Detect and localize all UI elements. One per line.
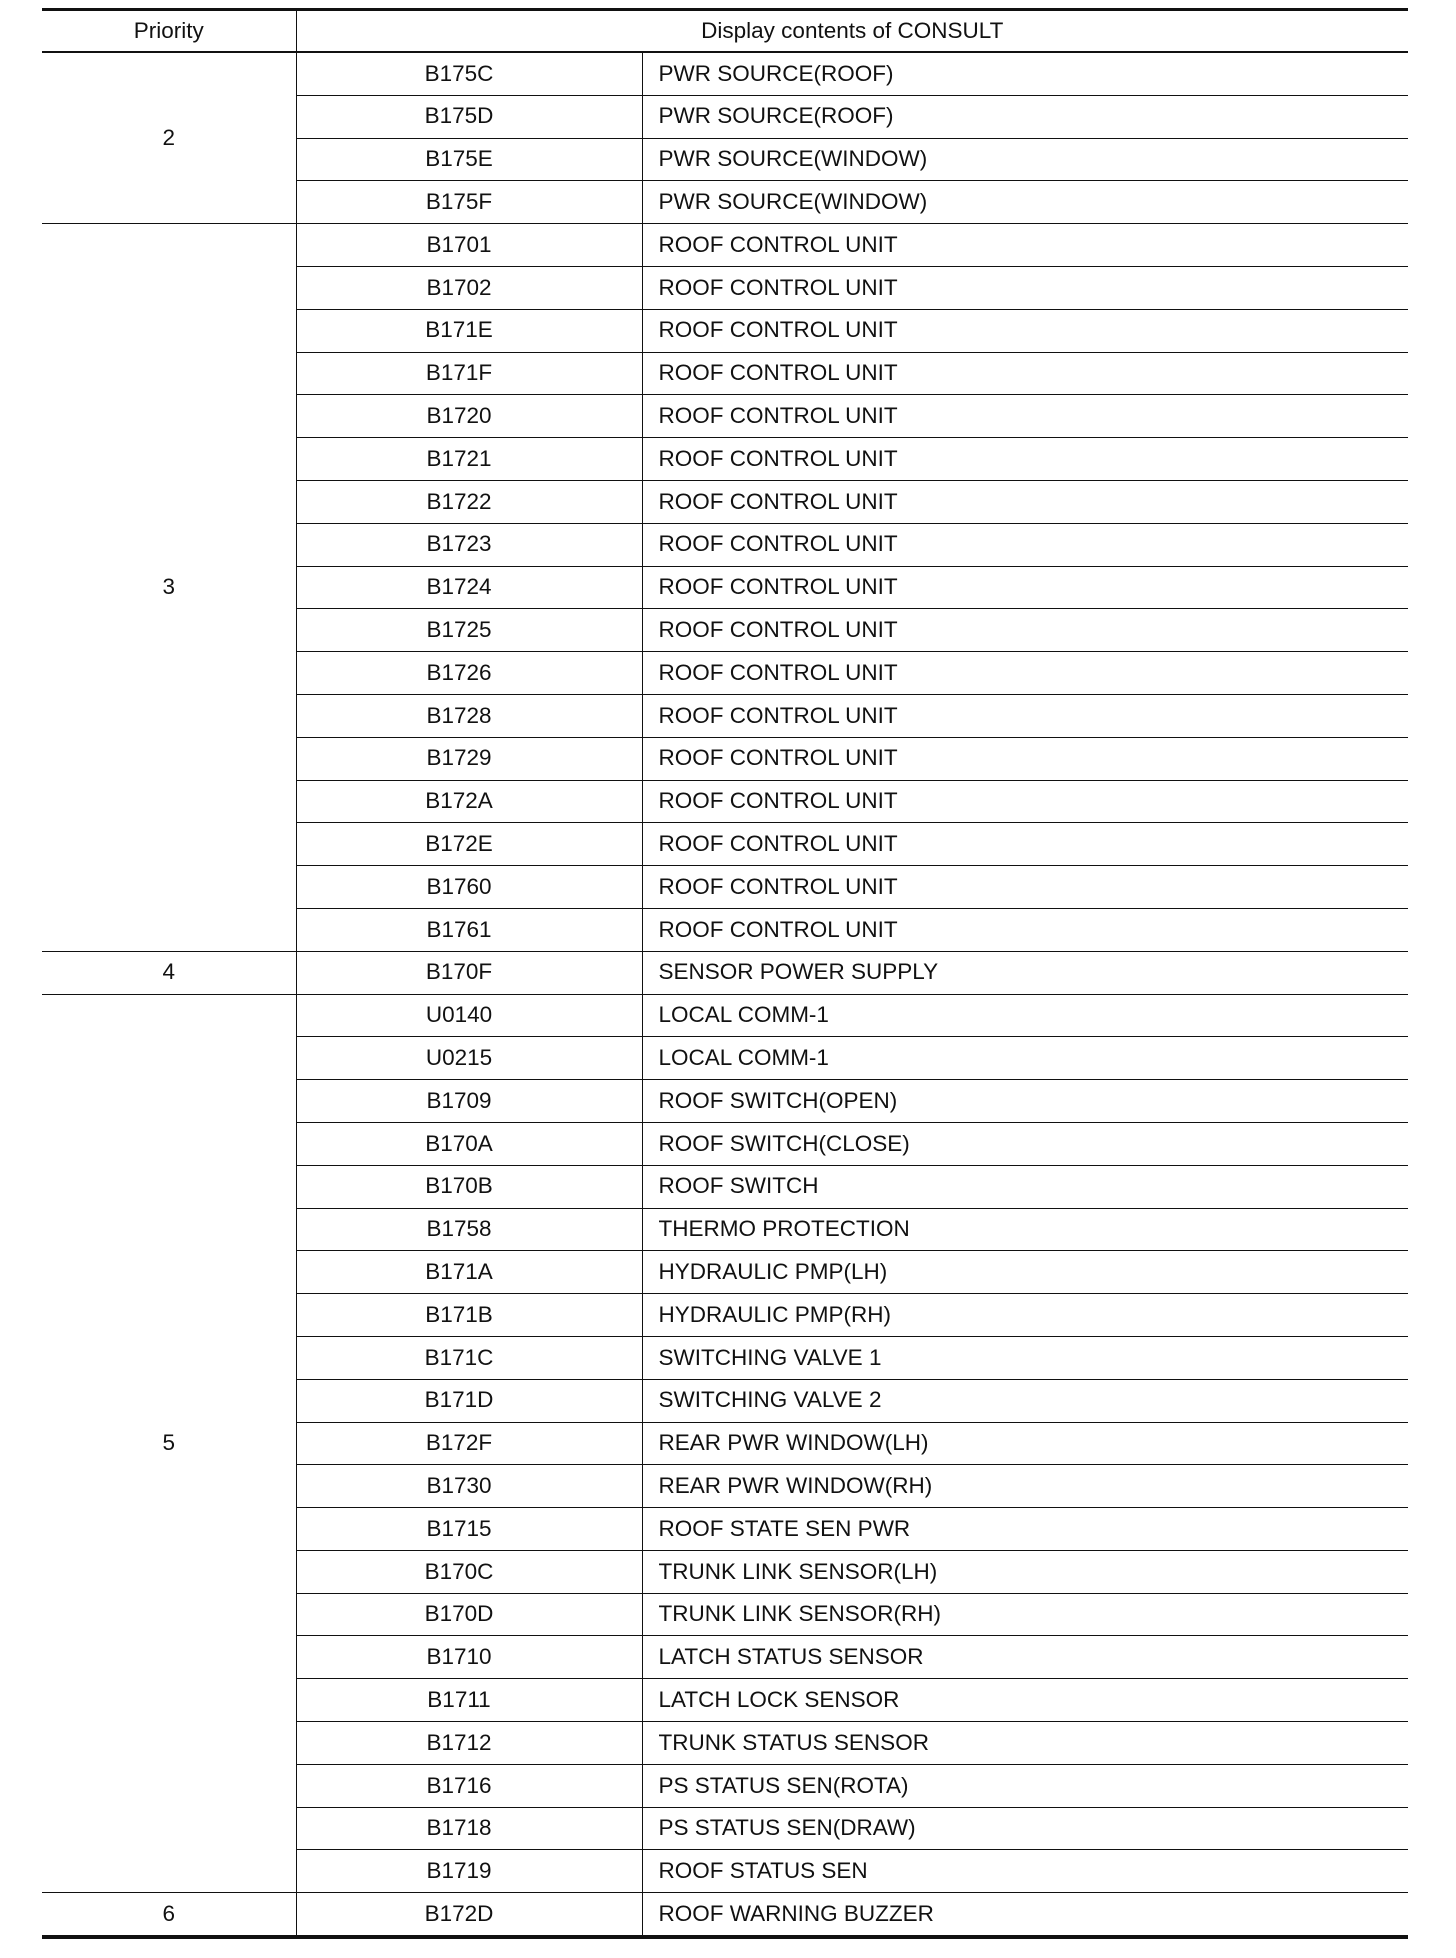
dtc-code-cell: B172E	[296, 823, 642, 866]
table-row	[42, 951, 1408, 994]
display-content-cell: LATCH STATUS SENSOR	[642, 1636, 1408, 1679]
dtc-code-cell: B171B	[296, 1294, 642, 1337]
dtc-code-cell: B1710	[296, 1636, 642, 1679]
display-content-cell: LATCH LOCK SENSOR	[642, 1679, 1408, 1722]
dtc-code-cell: B1712	[296, 1722, 642, 1765]
dtc-code-cell: B171E	[296, 309, 642, 352]
dtc-code-cell: U0215	[296, 1037, 642, 1080]
dtc-code-cell: B1729	[296, 737, 642, 780]
table-row	[42, 994, 1408, 1037]
dtc-code-cell: B1715	[296, 1508, 642, 1551]
dtc-code-cell: B171A	[296, 1251, 642, 1294]
dtc-code-cell: B1728	[296, 694, 642, 737]
dtc-code-cell: B172D	[296, 1893, 642, 1937]
display-content-cell: ROOF SWITCH(OPEN)	[642, 1080, 1408, 1123]
display-content-cell: ROOF CONTROL UNIT	[642, 694, 1408, 737]
display-content-cell: TRUNK LINK SENSOR(RH)	[642, 1593, 1408, 1636]
dtc-code-cell: B172F	[296, 1422, 642, 1465]
dtc-code-cell: U0140	[296, 994, 642, 1037]
priority-cell: 6	[42, 1893, 296, 1937]
display-content-cell: PS STATUS SEN(ROTA)	[642, 1764, 1408, 1807]
dtc-code-cell: B1721	[296, 438, 642, 481]
display-content-cell: ROOF SWITCH(CLOSE)	[642, 1122, 1408, 1165]
priority-cell: 2	[42, 52, 296, 224]
display-content-cell: ROOF CONTROL UNIT	[642, 737, 1408, 780]
display-content-cell: SWITCHING VALVE 2	[642, 1379, 1408, 1422]
dtc-code-cell: B1716	[296, 1764, 642, 1807]
display-content-cell: ROOF CONTROL UNIT	[642, 438, 1408, 481]
display-content-cell: REAR PWR WINDOW(LH)	[642, 1422, 1408, 1465]
dtc-code-cell: B1761	[296, 908, 642, 951]
dtc-code-cell: B170A	[296, 1122, 642, 1165]
dtc-code-cell: B1730	[296, 1465, 642, 1508]
dtc-code-cell: B170C	[296, 1550, 642, 1593]
display-content-cell: SENSOR POWER SUPPLY	[642, 951, 1408, 994]
dtc-code-cell: B1725	[296, 609, 642, 652]
display-content-cell: LOCAL COMM-1	[642, 1037, 1408, 1080]
dtc-code-cell: B1702	[296, 266, 642, 309]
dtc-code-cell: B1758	[296, 1208, 642, 1251]
display-content-cell: ROOF CONTROL UNIT	[642, 908, 1408, 951]
display-content-cell: SWITCHING VALVE 1	[642, 1336, 1408, 1379]
display-contents-header: Display contents of CONSULT	[296, 10, 1408, 53]
dtc-code-cell: B1720	[296, 395, 642, 438]
display-content-cell: ROOF CONTROL UNIT	[642, 652, 1408, 695]
priority-cell: 5	[42, 994, 296, 1893]
display-content-cell: ROOF CONTROL UNIT	[642, 866, 1408, 909]
display-content-cell: ROOF CONTROL UNIT	[642, 523, 1408, 566]
priority-cell: 3	[42, 224, 296, 952]
dtc-code-cell: B1701	[296, 224, 642, 267]
priority-cell: 4	[42, 951, 296, 994]
display-content-cell: ROOF CONTROL UNIT	[642, 609, 1408, 652]
display-content-cell: TRUNK STATUS SENSOR	[642, 1722, 1408, 1765]
dtc-code-cell: B171D	[296, 1379, 642, 1422]
display-content-cell: PWR SOURCE(ROOF)	[642, 95, 1408, 138]
table-row	[42, 52, 1408, 95]
table-row	[42, 224, 1408, 267]
display-content-cell: ROOF SWITCH	[642, 1165, 1408, 1208]
display-content-cell: ROOF CONTROL UNIT	[642, 352, 1408, 395]
display-content-cell: PWR SOURCE(ROOF)	[642, 52, 1408, 95]
display-content-cell: ROOF CONTROL UNIT	[642, 480, 1408, 523]
display-content-cell: HYDRAULIC PMP(LH)	[642, 1251, 1408, 1294]
display-content-cell: ROOF CONTROL UNIT	[642, 780, 1408, 823]
dtc-code-cell: B1724	[296, 566, 642, 609]
dtc-code-cell: B1760	[296, 866, 642, 909]
priority-header: Priority	[42, 10, 296, 53]
display-content-cell: ROOF CONTROL UNIT	[642, 266, 1408, 309]
display-content-cell: REAR PWR WINDOW(RH)	[642, 1465, 1408, 1508]
dtc-code-cell: B1709	[296, 1080, 642, 1123]
table-row	[42, 1893, 1408, 1937]
dtc-code-cell: B1711	[296, 1679, 642, 1722]
dtc-code-cell: B1723	[296, 523, 642, 566]
dtc-code-cell: B175D	[296, 95, 642, 138]
display-content-cell: ROOF CONTROL UNIT	[642, 224, 1408, 267]
dtc-code-cell: B170D	[296, 1593, 642, 1636]
dtc-code-cell: B170B	[296, 1165, 642, 1208]
table-body	[42, 52, 1408, 1937]
dtc-code-cell: B175F	[296, 181, 642, 224]
display-content-cell: THERMO PROTECTION	[642, 1208, 1408, 1251]
dtc-code-cell: B172A	[296, 780, 642, 823]
display-content-cell: ROOF CONTROL UNIT	[642, 566, 1408, 609]
dtc-code-cell: B1722	[296, 480, 642, 523]
display-content-cell: PWR SOURCE(WINDOW)	[642, 138, 1408, 181]
dtc-code-cell: B171F	[296, 352, 642, 395]
display-content-cell: ROOF CONTROL UNIT	[642, 823, 1408, 866]
dtc-code-cell: B175C	[296, 52, 642, 95]
dtc-code-cell: B175E	[296, 138, 642, 181]
display-content-cell: ROOF WARNING BUZZER	[642, 1893, 1408, 1937]
dtc-code-cell: B170F	[296, 951, 642, 994]
display-content-cell: ROOF STATE SEN PWR	[642, 1508, 1408, 1551]
display-content-cell: TRUNK LINK SENSOR(LH)	[642, 1550, 1408, 1593]
dtc-code-cell: B171C	[296, 1336, 642, 1379]
display-content-cell: ROOF CONTROL UNIT	[642, 395, 1408, 438]
dtc-priority-table	[42, 8, 1408, 1939]
display-content-cell: PS STATUS SEN(DRAW)	[642, 1807, 1408, 1850]
display-content-cell: ROOF CONTROL UNIT	[642, 309, 1408, 352]
header-row	[42, 10, 1408, 53]
display-content-cell: HYDRAULIC PMP(RH)	[642, 1294, 1408, 1337]
display-content-cell: ROOF STATUS SEN	[642, 1850, 1408, 1893]
dtc-code-cell: B1719	[296, 1850, 642, 1893]
dtc-code-cell: B1726	[296, 652, 642, 695]
display-content-cell: PWR SOURCE(WINDOW)	[642, 181, 1408, 224]
dtc-code-cell: B1718	[296, 1807, 642, 1850]
display-content-cell: LOCAL COMM-1	[642, 994, 1408, 1037]
